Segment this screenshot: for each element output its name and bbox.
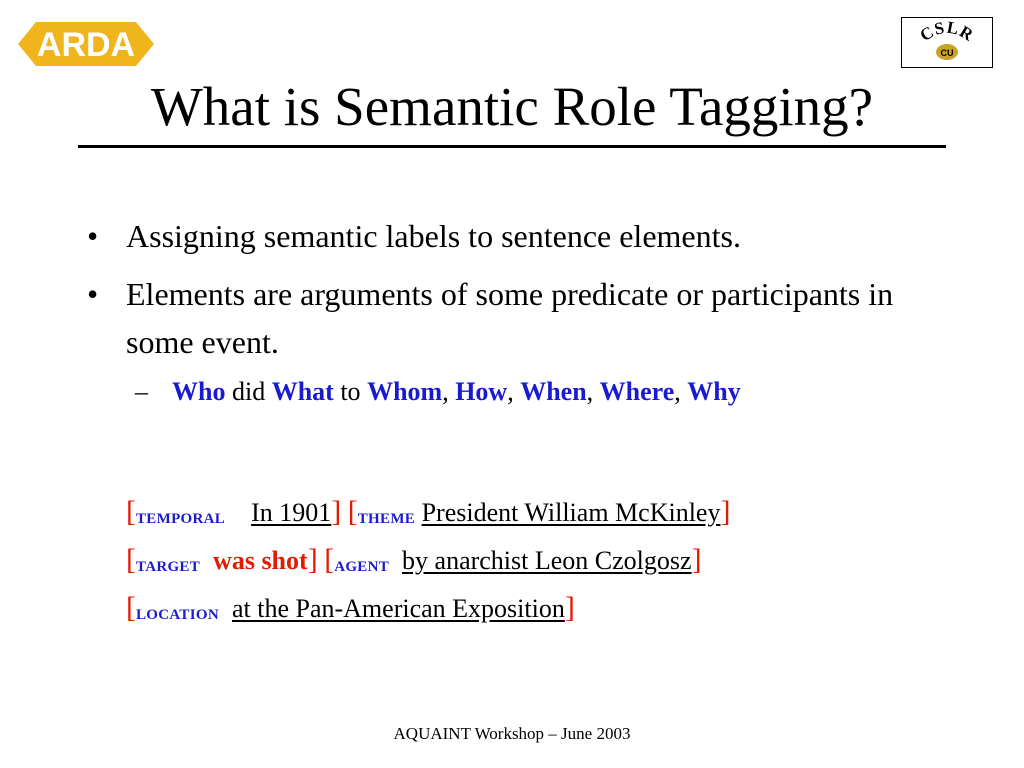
connector-text: , [674,377,688,406]
role-filler: at the Pan-American Exposition [231,594,565,623]
slide-title: What is Semantic Role Tagging? [150,76,874,137]
question-word: How [455,377,508,406]
question-word: Why [687,377,741,406]
bullet-item [87,212,986,260]
open-bracket: [ [347,495,358,528]
svg-text:CSLR [917,18,978,45]
open-bracket: [ [126,543,136,576]
close-bracket: ] [331,495,342,528]
title-underline [78,145,946,148]
connector-text: to [333,377,368,406]
close-bracket: ] [307,543,318,576]
role-filler: In 1901 [251,498,332,527]
bullet-text: Elements are arguments of some predicate or participants in some event. [126,276,894,360]
bullet-marker: • [87,276,99,312]
role-label-target: TARGET [136,559,201,575]
question-word: Where [599,377,675,406]
connector-text: , [442,377,456,406]
question-word: When [520,377,587,406]
role-label-theme: THEME [357,511,416,527]
target-verb: was shot [213,546,308,575]
connector-text: , [586,377,600,406]
open-bracket: [ [126,495,136,528]
role-label-agent: AGENT [334,559,390,575]
bullet-marker: • [87,218,99,254]
question-word: Whom [367,377,443,406]
question-word: What [271,377,334,406]
example-line-2 [126,536,1006,584]
role-label-temporal: TEMPORAL [136,511,226,527]
connector-text: did [225,377,272,406]
role-label-location: LOCATION [136,607,219,623]
bullet-text: Assigning semantic labels to sentence elements. [126,218,741,254]
connector-text: , [507,377,521,406]
example-line-3 [126,584,1006,632]
role-tagging-example [126,488,1006,632]
slide-footer: AQUAINT Workshop – June 2003 [393,724,631,743]
open-bracket: [ [126,591,136,624]
sub-bullet-marker: – [135,377,148,406]
cslr-logo [901,17,993,68]
close-bracket: ] [720,495,731,528]
question-word: Who [172,377,226,406]
cslr-logo-mark: CU [940,48,954,58]
role-filler: President William McKinley [421,498,721,527]
arda-logo [18,22,154,66]
role-filler: by anarchist Leon Czolgosz [402,546,692,575]
example-line-1 [126,488,1006,536]
arda-logo-text: ARDA [36,26,136,64]
open-bracket: [ [324,543,335,576]
close-bracket: ] [564,591,575,624]
cslr-logo-text: CSLR [916,18,978,46]
bullet-item [87,270,906,366]
sub-bullet-item [135,370,741,414]
close-bracket: ] [691,543,702,576]
